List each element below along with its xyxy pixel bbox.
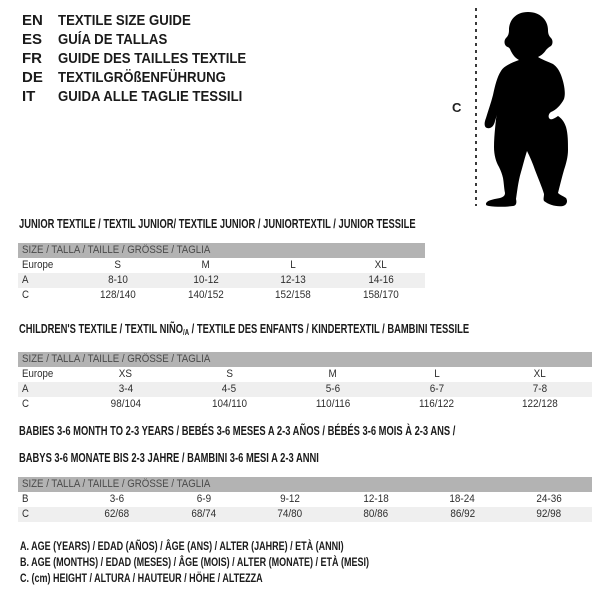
- row-label-text: A: [22, 274, 29, 286]
- row-label: [18, 397, 74, 412]
- language-row: [22, 30, 272, 49]
- table-title-part: / TEXTILE DES ENFANTS / KINDERTEXTIL / BAMBINI TESSILE: [189, 322, 470, 336]
- size-value: XL: [534, 368, 547, 380]
- table-title-part: BABYS 3-6 MONATE BIS 2-3 JAHRE / BAMBINI 3-6 MESI A 2-3 ANNI: [19, 451, 319, 465]
- size-value: 86/92: [450, 508, 475, 520]
- language-row: [22, 68, 272, 87]
- language-title: TEXTILE SIZE GUIDE: [58, 12, 191, 29]
- size-value: 14-16: [368, 274, 394, 286]
- size-value-cell: [385, 382, 489, 397]
- size-table-3: [18, 423, 592, 522]
- size-value: 3-4: [118, 383, 133, 395]
- size-value: 6-7: [429, 383, 444, 395]
- size-value-cell: [281, 397, 385, 412]
- footnote-line: [20, 570, 485, 586]
- table-title-part: CHILDREN'S TEXTILE / TEXTIL NIÑO: [19, 322, 184, 336]
- row-label: [18, 507, 74, 522]
- table-title-subscript: /A: [183, 328, 190, 337]
- size-value: 128/140: [99, 289, 136, 301]
- size-header-bar: [18, 243, 425, 258]
- language-list: [22, 11, 272, 106]
- size-value-cell: [178, 382, 282, 397]
- size-value: L: [290, 259, 297, 271]
- size-value: XS: [119, 368, 133, 380]
- size-value-cell: [162, 258, 250, 273]
- size-value: 3-6: [109, 493, 125, 505]
- row-label-text: C: [22, 398, 29, 410]
- table-row: [18, 273, 425, 288]
- row-label-text: C: [22, 289, 29, 301]
- language-row: [22, 11, 272, 30]
- table-title: [19, 321, 592, 341]
- size-value: 12-18: [363, 493, 389, 505]
- table-title-text: [19, 216, 416, 232]
- language-title: GUÍA DE TALLAS: [58, 31, 168, 48]
- size-value-cell: [247, 507, 333, 522]
- size-value: 92/98: [536, 508, 562, 520]
- row-label: [18, 273, 74, 288]
- size-value: 24-36: [536, 493, 562, 505]
- size-value: 6-9: [196, 493, 211, 505]
- size-value: XL: [375, 259, 388, 271]
- language-row: [22, 87, 272, 106]
- table-row: [18, 288, 425, 303]
- size-value: S: [226, 368, 233, 380]
- size-value: 4-5: [222, 383, 237, 395]
- table-title: [19, 450, 592, 466]
- size-value-cell: [74, 273, 162, 288]
- size-value: 9-12: [279, 493, 300, 505]
- size-value: 98/104: [110, 398, 141, 410]
- language-code: IT: [22, 88, 36, 105]
- baby-silhouette: [478, 6, 598, 216]
- footnote-line: [20, 554, 485, 570]
- size-value-cell: [337, 273, 425, 288]
- table-row: [18, 507, 592, 522]
- size-header-bar: [18, 352, 592, 367]
- size-value-cell: [488, 397, 592, 412]
- size-value: 8-10: [107, 274, 128, 286]
- size-header-text: SIZE / TALLA / TAILLE / GRÖSSE / TAGLIA: [22, 353, 211, 365]
- size-value-cell: [385, 397, 489, 412]
- size-value: 74/80: [277, 508, 303, 520]
- table-row: [18, 382, 592, 397]
- size-value: 140/152: [187, 289, 224, 301]
- row-label: [18, 367, 74, 382]
- size-value: 10-12: [192, 274, 219, 286]
- size-value-cell: [333, 492, 419, 507]
- size-value: 62/68: [104, 508, 130, 520]
- size-value: M: [328, 368, 338, 380]
- table-title: [19, 423, 592, 439]
- size-value-cell: [178, 397, 282, 412]
- size-value-cell: [337, 288, 425, 303]
- size-value-cell: [162, 288, 250, 303]
- footnote-text: B. AGE (MONTHS) / EDAD (MESES) / ÂGE (MOIS) / ALTER (MONATE) / ETÀ (MESI): [20, 555, 369, 569]
- size-value-cell: [74, 382, 178, 397]
- row-label-text: B: [22, 493, 29, 505]
- size-value-cell: [337, 258, 425, 273]
- size-value: 158/170: [363, 289, 400, 301]
- language-row: [22, 49, 272, 68]
- size-value-cell: [506, 492, 592, 507]
- size-value-cell: [74, 288, 162, 303]
- size-value: 122/128: [522, 398, 559, 410]
- size-value: 68/74: [191, 508, 216, 520]
- table-title: [19, 216, 425, 232]
- table-title-part: BABIES 3-6 MONTH TO 2-3 YEARS / BEBÉS 3-6 MESES A 2-3 AÑOS / BÉBÉS 3-6 MOIS À 2-3 ANS /: [19, 424, 456, 438]
- size-value-cell: [160, 492, 246, 507]
- language-code: EN: [22, 12, 43, 29]
- size-value: M: [201, 259, 210, 271]
- language-title: GUIDA ALLE TAGLIE TESSILI: [58, 88, 243, 105]
- table-title-text: [19, 321, 469, 341]
- row-label: [18, 382, 74, 397]
- row-label-text: Europe: [22, 368, 54, 380]
- size-header-text: SIZE / TALLA / TAILLE / GRÖSSE / TAGLIA: [22, 244, 211, 256]
- size-header-text: SIZE / TALLA / TAILLE / GRÖSSE / TAGLIA: [22, 478, 211, 490]
- size-value-cell: [250, 288, 338, 303]
- size-value: 152/158: [275, 289, 312, 301]
- language-code: FR: [22, 50, 42, 67]
- table-row: [18, 258, 425, 273]
- size-value-cell: [162, 273, 250, 288]
- size-value-cell: [506, 507, 592, 522]
- size-table-1: [18, 216, 425, 303]
- footnotes: [20, 538, 485, 586]
- size-value-cell: [74, 397, 178, 412]
- size-value: 7-8: [533, 383, 548, 395]
- row-label-text: Europe: [22, 259, 54, 271]
- size-value-cell: [74, 492, 160, 507]
- table-title-part: JUNIOR TEXTILE / TEXTIL JUNIOR/ TEXTILE JUNIOR / JUNIORTEXTIL / JUNIOR TESSILE: [19, 217, 416, 231]
- size-value-cell: [74, 507, 160, 522]
- size-value: 12-13: [280, 274, 307, 286]
- size-value: 104/110: [211, 398, 247, 410]
- size-value-cell: [281, 367, 385, 382]
- language-title: GUIDE DES TAILLES TEXTILE: [58, 50, 247, 67]
- size-value: 110/116: [315, 398, 351, 410]
- size-value-cell: [250, 258, 338, 273]
- language-code: ES: [22, 31, 43, 48]
- size-value-cell: [333, 507, 419, 522]
- size-value-cell: [419, 507, 505, 522]
- footnote-line: [20, 538, 485, 554]
- size-value: S: [114, 259, 122, 271]
- language-title: TEXTILGRÖßENFÜHRUNG: [58, 69, 226, 86]
- size-value: L: [433, 368, 440, 380]
- row-label: [18, 258, 74, 273]
- size-table-2: [18, 321, 592, 412]
- height-label-c: C: [452, 100, 462, 115]
- size-value-cell: [281, 382, 385, 397]
- size-value: 18-24: [449, 493, 476, 505]
- row-label-text: A: [22, 383, 29, 395]
- language-code: DE: [22, 69, 43, 86]
- footnote-text: C. (cm) HEIGHT / ALTURA / HAUTEUR / HÖHE / ALTEZZA: [20, 571, 263, 585]
- size-value-cell: [385, 367, 489, 382]
- row-label: [18, 288, 74, 303]
- size-value-cell: [419, 492, 505, 507]
- size-value: 5-6: [325, 383, 341, 395]
- table-row: [18, 397, 592, 412]
- size-value-cell: [74, 367, 178, 382]
- size-value-cell: [250, 273, 338, 288]
- size-value: 80/86: [363, 508, 389, 520]
- size-header-bar: [18, 477, 592, 492]
- footnote-text: A. AGE (YEARS) / EDAD (AÑOS) / ÂGE (ANS) / ALTER (JAHRE) / ETÀ (ANNI): [20, 539, 344, 553]
- row-label-text: C: [22, 508, 29, 520]
- size-value-cell: [488, 367, 592, 382]
- height-measure-dashed-line: [475, 8, 477, 206]
- table-row: [18, 492, 592, 507]
- size-value-cell: [247, 492, 333, 507]
- table-title-text: [19, 423, 455, 439]
- size-value-cell: [488, 382, 592, 397]
- size-value-cell: [74, 258, 162, 273]
- table-row: [18, 367, 592, 382]
- row-label: [18, 492, 74, 507]
- size-value-cell: [160, 507, 246, 522]
- table-title-text: [19, 450, 319, 466]
- size-value-cell: [178, 367, 282, 382]
- size-value: 116/122: [419, 398, 455, 410]
